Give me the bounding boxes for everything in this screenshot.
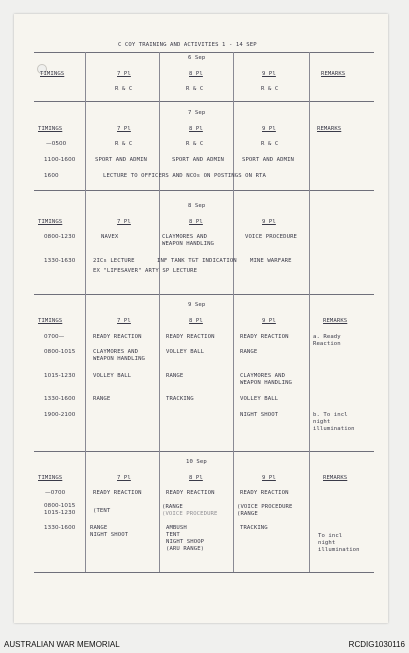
- cell-9-r2-9pl: RANGE: [240, 349, 258, 355]
- col-9pl-10: 9 Pl: [262, 475, 276, 481]
- remark-9-a1: a. Ready: [313, 334, 341, 340]
- cell-8-r1-8pl-b: WEAPON HANDLING: [162, 241, 215, 247]
- col-9pl-9: 9 Pl: [262, 318, 276, 324]
- date-8sep: 8 Sep: [188, 203, 206, 209]
- cell-9-r1-9pl: READY REACTION: [240, 334, 289, 340]
- date-9sep: 9 Sep: [188, 302, 206, 308]
- col-remarks-7: REMARKS: [317, 126, 342, 132]
- time-10-r2b: 1015-1230: [44, 510, 76, 516]
- col-remarks-9: REMARKS: [323, 318, 348, 324]
- date-6sep: 6 Sep: [188, 55, 206, 61]
- col-8pl-9: 8 Pl: [189, 318, 203, 324]
- cell-7-r3-span: LECTURE TO OFFICERS AND NCOs ON POSTINGS ON RTA: [103, 173, 266, 179]
- cell-10-r3-8pl-b: TENT: [166, 532, 180, 538]
- cell-8-r1-8pl-a: CLAYMORES AND: [162, 234, 208, 240]
- remark-9-a2: Reaction: [313, 341, 341, 347]
- remark-10-3: illumination: [318, 547, 360, 553]
- col-8pl-6: 8 Pl: [189, 71, 203, 77]
- remark-9-b1: b. To incl: [313, 412, 348, 418]
- col-rule-3: [233, 52, 234, 572]
- time-9-r3: 1015-1230: [44, 373, 76, 379]
- time-7-r2: 1100-1600: [44, 157, 76, 163]
- col-7pl-7: 7 Pl: [117, 126, 131, 132]
- cell-10-r3-9pl: TRACKING: [240, 525, 268, 531]
- cell-7-r1-9pl: R & C: [261, 141, 279, 147]
- cell-10-r3-8pl-a: AMBUSH: [166, 525, 187, 531]
- cell-8-r2-8pl: INF TANK TGT INDICATION: [157, 258, 237, 264]
- time-7-r3: 1600: [44, 173, 59, 179]
- footer-source: AUSTRALIAN WAR MEMORIAL: [4, 640, 120, 649]
- time-9-r2: 0800-1015: [44, 349, 76, 355]
- col-7pl-6: 7 Pl: [117, 71, 131, 77]
- cell-9-r2-7pl-a: CLAYMORES AND: [93, 349, 139, 355]
- cell-9-r4-8pl: TRACKING: [166, 396, 194, 402]
- col-9pl-7: 9 Pl: [262, 126, 276, 132]
- time-8-r1: 0800-1230: [44, 234, 76, 240]
- cell-10-r2-7pl: (TENT: [93, 508, 111, 514]
- cell-10-r1-7pl: READY REACTION: [93, 490, 142, 496]
- cell-9-r3-9pl-b: WEAPON HANDLING: [240, 380, 293, 386]
- date-7sep: 7 Sep: [188, 110, 206, 116]
- cell-9-r4-7pl: RANGE: [93, 396, 111, 402]
- cell-10-r2-9pl-a: (VOICE PROCEDURE: [237, 504, 293, 510]
- time-9-r5: 1900-2100: [44, 412, 76, 418]
- time-9-r1: 0700—: [44, 334, 65, 340]
- time-7-r1: —0500: [46, 141, 67, 147]
- time-10-r2a: 0800-1015: [44, 503, 76, 509]
- cell-8-r1-7pl: NAVEX: [101, 234, 119, 240]
- col-remarks-6: REMARKS: [321, 71, 346, 77]
- time-8-r2: 1330-1630: [44, 258, 76, 264]
- cell-10-r1-9pl: READY REACTION: [240, 490, 289, 496]
- col-9pl-6: 9 Pl: [262, 71, 276, 77]
- cell-10-r3-8pl-d: (ARU RANGE): [166, 546, 205, 552]
- cell-10-r1-8pl: READY REACTION: [166, 490, 215, 496]
- cell-9-r1-8pl: READY REACTION: [166, 334, 215, 340]
- col-timings-7: TIMINGS: [38, 126, 63, 132]
- remark-10-1: To incl: [318, 533, 343, 539]
- cell-7-r1-8pl: R & C: [186, 141, 204, 147]
- cell-6-9pl: R & C: [261, 86, 279, 92]
- cell-7-r2-8pl: SPORT AND ADMIN: [172, 157, 225, 163]
- cell-6-7pl: R & C: [115, 86, 133, 92]
- col-7pl-8: 7 Pl: [117, 219, 131, 225]
- cell-9-r2-8pl: VOLLEY BALL: [166, 349, 205, 355]
- rule-bottom: [34, 572, 374, 573]
- remark-10-2: night: [318, 540, 336, 546]
- cell-10-r2-8pl-b: (VOICE PROCEDURE: [162, 511, 218, 517]
- document-title: C COY TRAINING AND ACTIVITIES 1 - 14 SEP: [118, 42, 257, 48]
- col-8pl-8: 8 Pl: [189, 219, 203, 225]
- remark-9-b2: night: [313, 419, 331, 425]
- col-9pl-8: 9 Pl: [262, 219, 276, 225]
- col-timings-8: TIMINGS: [38, 219, 63, 225]
- col-8pl-7: 8 Pl: [189, 126, 203, 132]
- col-7pl-9: 7 Pl: [117, 318, 131, 324]
- cell-9-r5-9pl: NIGHT SHOOT: [240, 412, 279, 418]
- col-rule-4: [309, 52, 310, 572]
- cell-6-8pl: R & C: [186, 86, 204, 92]
- cell-10-r3-8pl-c: NIGHT SHOOP: [166, 539, 205, 545]
- cell-8-r2-9pl: MINE WARFARE: [250, 258, 292, 264]
- cell-9-r2-7pl-b: WEAPON HANDLING: [93, 356, 146, 362]
- cell-7-r1-7pl: R & C: [115, 141, 133, 147]
- col-timings-10: TIMINGS: [38, 475, 63, 481]
- col-timings-6: TIMINGS: [40, 71, 65, 77]
- col-8pl-10: 8 Pl: [189, 475, 203, 481]
- footer-id: RCDIG1030116: [348, 640, 405, 649]
- col-7pl-10: 7 Pl: [117, 475, 131, 481]
- cell-7-r2-7pl: SPORT AND ADMIN: [95, 157, 148, 163]
- col-rule-1: [85, 52, 86, 572]
- cell-10-r2-9pl-b: (RANGE: [237, 511, 258, 517]
- cell-9-r1-7pl: READY REACTION: [93, 334, 142, 340]
- col-rule-2: [159, 52, 160, 572]
- cell-10-r2-8pl-a: (RANGE: [162, 504, 183, 510]
- cell-10-r3-7pl-a: RANGE: [90, 525, 108, 531]
- cell-10-r3-7pl-b: NIGHT SHOOT: [90, 532, 129, 538]
- cell-8-r3-span: EX "LIFESAVER" ARTY SP LECTURE: [93, 268, 198, 274]
- col-remarks-10: REMARKS: [323, 475, 348, 481]
- time-10-r1: —0700: [45, 490, 66, 496]
- cell-9-r3-8pl: RANGE: [166, 373, 184, 379]
- cell-9-r4-9pl: VOLLEY BALL: [240, 396, 279, 402]
- date-10sep: 10 Sep: [186, 459, 207, 465]
- cell-8-r1-9pl: VOICE PROCEDURE: [245, 234, 298, 240]
- cell-8-r2-7pl: 2ICs LECTURE: [93, 258, 135, 264]
- col-timings-9: TIMINGS: [38, 318, 63, 324]
- time-10-r3: 1330-1600: [44, 525, 76, 531]
- cell-9-r3-7pl: VOLLEY BALL: [93, 373, 132, 379]
- time-9-r4: 1330-1600: [44, 396, 76, 402]
- cell-7-r2-9pl: SPORT AND ADMIN: [242, 157, 295, 163]
- remark-9-b3: illumination: [313, 426, 355, 432]
- cell-9-r3-9pl-a: CLAYMORES AND: [240, 373, 286, 379]
